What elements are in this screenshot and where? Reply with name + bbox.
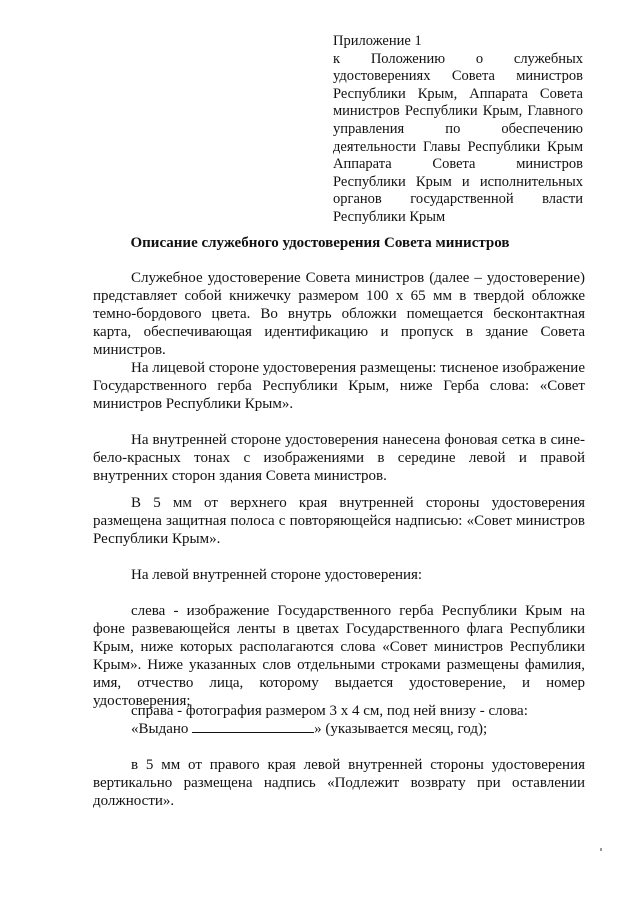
- paragraph-security-strip: В 5 мм от верхнего края внутренней стороны удостоверения размещена защитная полоса с повторяющейся надписью: «Совет министров Республики Крым».: [93, 495, 585, 547]
- appendix-block: [333, 33, 583, 227]
- issued-prefix: «Выдано: [131, 721, 193, 737]
- appendix-line: органов государственной власти: [333, 191, 583, 208]
- issued-suffix: » (указывается месяц, год);: [314, 721, 488, 737]
- paragraph-left-inner: На левой внутренней стороне удостоверения:: [131, 567, 423, 583]
- paragraph-photo: [131, 702, 585, 738]
- scan-speck: [600, 848, 602, 851]
- appendix-line: деятельности Главы Республики Крым: [333, 138, 583, 155]
- appendix-line: к Положению о служебных: [333, 50, 583, 67]
- appendix-line: управления по обеспечению: [333, 120, 583, 137]
- paragraph-inner-side: На внутренней стороне удостоверения нанесена фоновая сетка в сине-бело-красных тонах с изображениями в середине левой и правой внутренних сторон здания Совета министров.: [93, 432, 585, 484]
- appendix-line: Республики Крым и исполнительных: [333, 173, 583, 190]
- paragraph-front-side: На лицевой стороне удостоверения размещены: тисненое изображение Государственного герба Республики Крым, ниже Герба слова: «Совет министров Республики Крым».: [93, 360, 585, 412]
- issued-blank-line: [192, 720, 314, 733]
- appendix-line: Приложение 1: [333, 33, 422, 49]
- document-title: Описание служебного удостоверения Совета министров: [130, 235, 510, 251]
- appendix-line: Республики Крым, Аппарата Совета: [333, 85, 583, 102]
- appendix-line: Республики Крым: [333, 208, 446, 225]
- paragraph-general: Служебное удостоверение Совета министров (далее – удостоверение) представляет собой книжечку размером 100 х 65 мм в твердой обложке темно-бордового цвета. Во внутрь обложки помещается бесконтактная карта, обеспечивающая идентификацию и пропуск в здание Совета министров.: [93, 270, 585, 358]
- photo-line: справа - фотография размером 3 х 4 см, под ней внизу - слова:: [131, 703, 528, 719]
- appendix-line: министров Республики Крым, Главного: [333, 103, 583, 120]
- appendix-line: Аппарата Совета министров: [333, 156, 583, 173]
- paragraph-left-coat: слева - изображение Государственного герба Республики Крым на фоне развевающейся ленты в цветах Государственного флага Республики Крым, ниже которых располагаются слова «Совет министров Республики Крым». Ниже указанных слов отдельными строками размещены фамилия, имя, отчество лица, которому выдается удостоверение, и номер удостоверения;: [93, 603, 585, 709]
- paragraph-vertical-inscription: в 5 мм от правого края левой внутренней стороны удостоверения вертикально размещена надпись «Подлежит возврату при оставлении должности».: [93, 757, 585, 809]
- appendix-line: удостоверениях Совета министров: [333, 68, 583, 85]
- issued-line: [131, 720, 585, 738]
